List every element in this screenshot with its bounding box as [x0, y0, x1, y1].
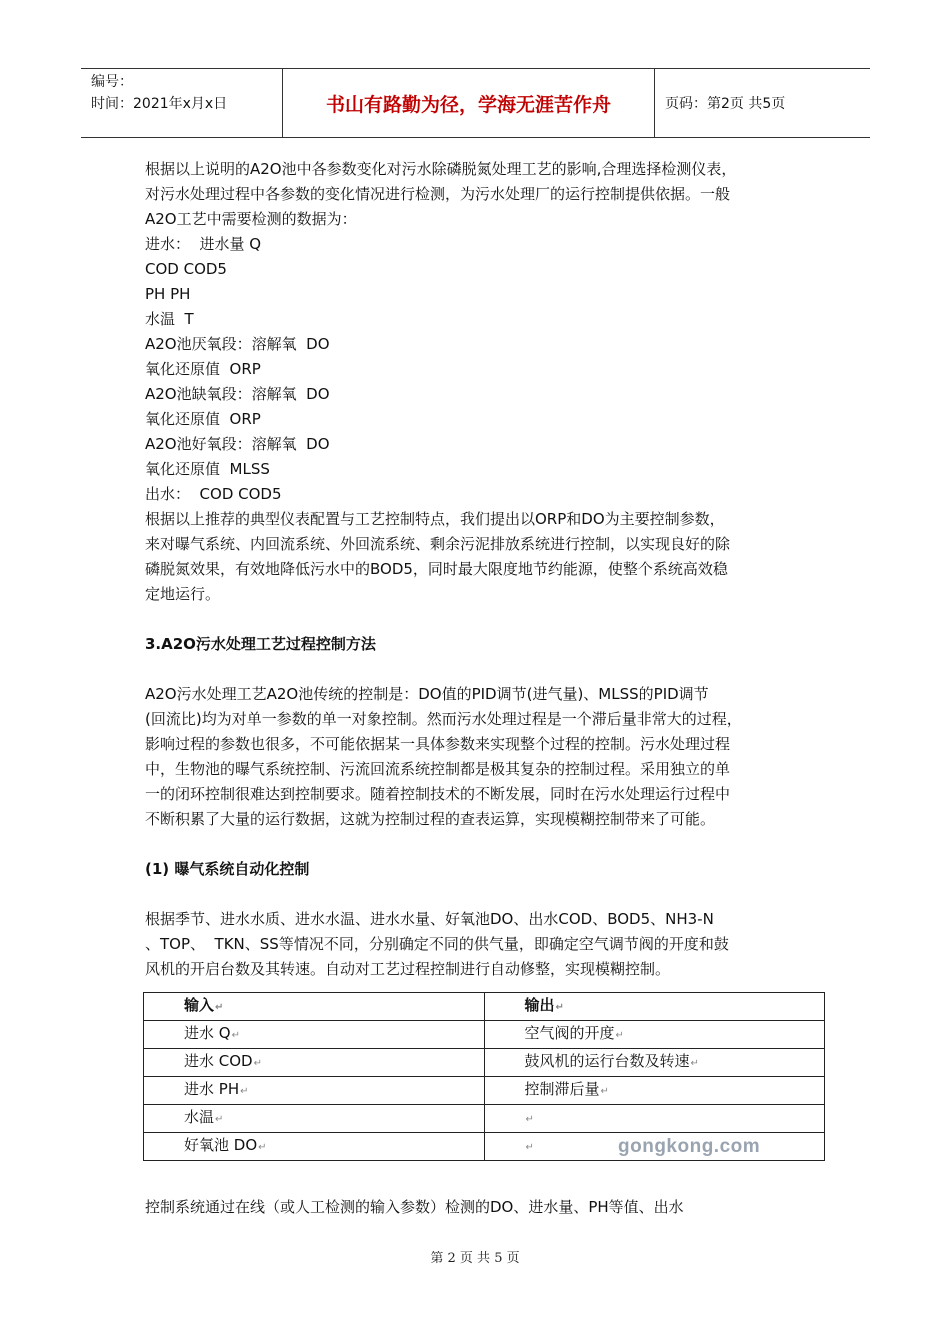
text-line: 定地运行。 — [145, 585, 221, 603]
subsection-1-heading: (1) 曝气系统自动化控制 — [145, 860, 310, 878]
table-row — [144, 1105, 825, 1133]
header-meta — [81, 69, 283, 137]
table-header-row — [144, 993, 825, 1021]
aeration-paragraph — [145, 907, 830, 982]
text-line: 一的闭环控制很难达到控制要求。随着控制技术的不断发展，同时在污水处理运行过程中 — [145, 785, 731, 803]
table-row — [144, 1021, 825, 1049]
table-cell: ↵ — [484, 1105, 825, 1133]
param-item: PH PH — [145, 285, 191, 303]
table-cell: 空气阀的开度↵ — [484, 1021, 825, 1049]
document-body — [145, 157, 830, 1220]
text-line: 根据季节、进水水质、进水水温、进水水量、好氧池DO、出水COD、BOD5、NH3-N — [145, 910, 714, 928]
page-header — [81, 68, 870, 138]
watermark-logo: gongkong.com — [618, 1136, 761, 1157]
text-line: 磷脱氮效果，有效地降低污水中的BOD5，同时最大限度地节约能源，使整个系统高效稳 — [145, 560, 728, 578]
text-line: A2O工艺中需要检测的数据为： — [145, 210, 357, 228]
table-cell: 水温↵ — [144, 1105, 485, 1133]
param-item: 氧化还原值 MLSS — [145, 460, 270, 478]
param-item: 水温 T — [145, 310, 194, 328]
text-line: 来对曝气系统、内回流系统、外回流系统、剩余污泥排放系统进行控制，以实现良好的除 — [145, 535, 731, 553]
param-item: 氧化还原值 ORP — [145, 410, 261, 428]
text-line: 风机的开启台数及其转速。自动对工艺过程控制进行自动修整，实现模糊控制。 — [145, 960, 671, 978]
text-line: 根据以上推荐的典型仪表配置与工艺控制特点，我们提出以ORP和DO为主要控制参数， — [145, 510, 725, 528]
table-cell: 进水 PH↵ — [144, 1077, 485, 1105]
text-line: 不断积累了大量的运行数据，这就为控制过程的查表运算，实现模糊控制带来了可能。 — [145, 810, 716, 828]
header-motto: 书山有路勤为径，学海无涯苦作舟 — [283, 69, 655, 137]
page-footer: 第 2 页 共 5 页 — [430, 1251, 520, 1266]
table-header-output: 输出↵ — [484, 993, 825, 1021]
recommendation-paragraph — [145, 507, 830, 607]
table-cell: 控制滞后量↵ — [484, 1077, 825, 1105]
table-header-input: 输入↵ — [144, 993, 485, 1021]
table-cell: 鼓风机的运行台数及转速↵ — [484, 1049, 825, 1077]
text-line: A2O污水处理工艺A2O池传统的控制是：DO值的PID调节(进气量)、MLSS的PID调节 — [145, 685, 709, 703]
text-line: 中，生物池的曝气系统控制、污流回流系统控制都是极其复杂的控制过程。采用独立的单 — [145, 760, 731, 778]
table-cell: 进水 COD↵ — [144, 1049, 485, 1077]
param-item: A2O池好氧段：溶解氧 DO — [145, 435, 330, 453]
table-cell: 好氧池 DO↵ — [144, 1133, 485, 1161]
section-3-heading: 3.A2O污水处理工艺过程控制方法 — [145, 635, 376, 653]
param-item: 进水： 进水量 Q — [145, 235, 262, 253]
text-line: 对污水处理过程中各参数的变化情况进行检测，为污水处理厂的运行控制提供依据。一般 — [145, 185, 731, 203]
header-page-info: 页码：第2页 共5页 — [665, 96, 786, 112]
text-line: 根据以上说明的A2O池中各参数变化对污水除磷脱氮处理工艺的影响,合理选择检测仪表， — [145, 160, 737, 178]
text-line: 影响过程的参数也很多，不可能依据某一具体参数来实现整个过程的控制。污水处理过程 — [145, 735, 731, 753]
intro-paragraph — [145, 157, 830, 232]
table-row — [144, 1077, 825, 1105]
time-label: 时间：2021年x月x日 — [91, 96, 228, 112]
param-item: 出水： COD COD5 — [145, 485, 282, 503]
control-system-line: 控制系统通过在线（或人工检测的输入参数）检测的DO、进水量、PH等值、出水 — [145, 1198, 684, 1216]
param-item: A2O池缺氧段：溶解氧 DO — [145, 385, 330, 403]
param-item: 氧化还原值 ORP — [145, 360, 261, 378]
param-item: A2O池厌氧段：溶解氧 DO — [145, 335, 330, 353]
parameter-list — [145, 232, 830, 507]
param-item: COD COD5 — [145, 260, 227, 278]
table-cell: ↵ — [484, 1133, 825, 1161]
table-row — [144, 1049, 825, 1077]
text-line: 、TOP、 TKN、SS等情况不同，分别确定不同的供气量，即确定空气调节阀的开度和鼓 — [145, 935, 729, 953]
control-method-paragraph — [145, 682, 830, 832]
number-label: 编号： — [91, 74, 133, 90]
table-cell: 进水 Q↵ — [144, 1021, 485, 1049]
text-line: (回流比)均为对单一参数的单一对象控制。然而污水处理过程是一个滞后量非常大的过程， — [145, 710, 742, 728]
